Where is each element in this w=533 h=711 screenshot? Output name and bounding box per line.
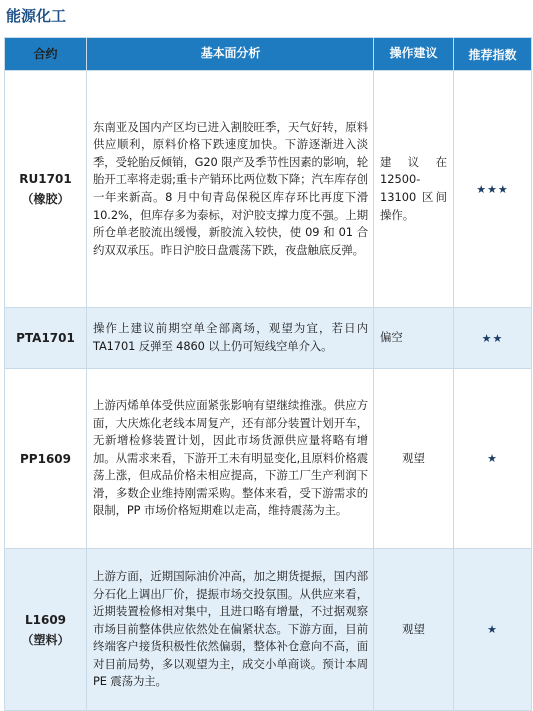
rating-stars: ★★★ <box>454 71 532 308</box>
analysis-cell: 上游方面，近期国际油价冲高，加之期货提振，国内部分石化上调出厂价，提振市场交投氛围。从供应来看，近期装置检修相对集中，且进口略有增量，不过据观察市场目前整体供应依然处在偏紧状态。下游方面，目前终端客户接货积极性依然偏弱，整体补仓意向不高，面对目前局势，多以观望为主，成交小单商谈。预计本周 PE 震荡为主。 <box>87 549 374 711</box>
contract-code: L1609 <box>24 612 67 627</box>
contract-product: （橡胶） <box>21 192 70 206</box>
table-row <box>5 308 532 369</box>
advice-cell: 观望 <box>374 549 454 711</box>
header-rating: 推荐指数 <box>454 38 532 71</box>
header-advice: 操作建议 <box>374 38 454 71</box>
advice-cell: 建议在12500-13100 区间操作。 <box>374 71 454 308</box>
advice-cell: 偏空 <box>374 308 454 369</box>
table-row <box>5 549 532 711</box>
advice-cell: 观望 <box>374 369 454 549</box>
analysis-cell: 东南亚及国内产区均已进入割胶旺季，天气好转，原料供应顺利，原料价格下跌速度加快。下游逐渐进入淡季，受轮胎反倾销，G20 限产及季节性因素的影响，轮胎开工率将走弱;重卡产销环比两位数下降；汽车库存创一年来新高。8 月中旬青岛保税区库存环比再度下滑10.2%，但库存多为泰标，对沪胶支撑力度不强。上期所仓单老胶流出缓慢，新胶流入较快，使 09 和 01 合约双双承压。昨日沪胶日盘震荡下跌，夜盘触底反弹。 <box>87 71 374 308</box>
contract-code: PP1609 <box>20 451 71 466</box>
contract-cell <box>5 308 87 369</box>
contract-cell <box>5 369 87 549</box>
analysis-cell: 上游丙烯单体受供应面紧张影响有望继续推涨。供应方面，大庆炼化老线本周复产，还有部分装置计划开车，无新增检修装置计划，因此市场货源供应量将略有增加。从需求来看，下游开工未有明显变化,且原料价格震荡上涨，但成品价格未相应提高，下游工厂生产利润下滑，多数企业维持刚需采购。整体来看，受下游需求的限制，PP 市场价格短期难以走高，维持震荡为主。 <box>87 369 374 549</box>
table-header-row <box>5 38 532 71</box>
contract-code: PTA1701 <box>16 331 75 345</box>
contract-cell <box>5 71 87 308</box>
contract-code: RU1701 <box>19 172 72 186</box>
contract-cell <box>5 549 87 711</box>
header-contract: 合约 <box>5 38 87 71</box>
contract-product: （塑料） <box>21 632 70 647</box>
rating-stars: ★ <box>454 549 532 711</box>
futures-analysis-table <box>4 37 532 711</box>
table-row <box>5 71 532 308</box>
table-row <box>5 369 532 549</box>
rating-stars: ★★ <box>454 308 532 369</box>
rating-stars: ★ <box>454 369 532 549</box>
analysis-cell: 操作上建议前期空单全部离场，观望为宜，若日内 TA1701 反弹至 4860 以上仍可短线空单介入。 <box>87 308 374 369</box>
section-title: 能源化工 <box>6 7 67 25</box>
header-analysis: 基本面分析 <box>87 38 374 71</box>
